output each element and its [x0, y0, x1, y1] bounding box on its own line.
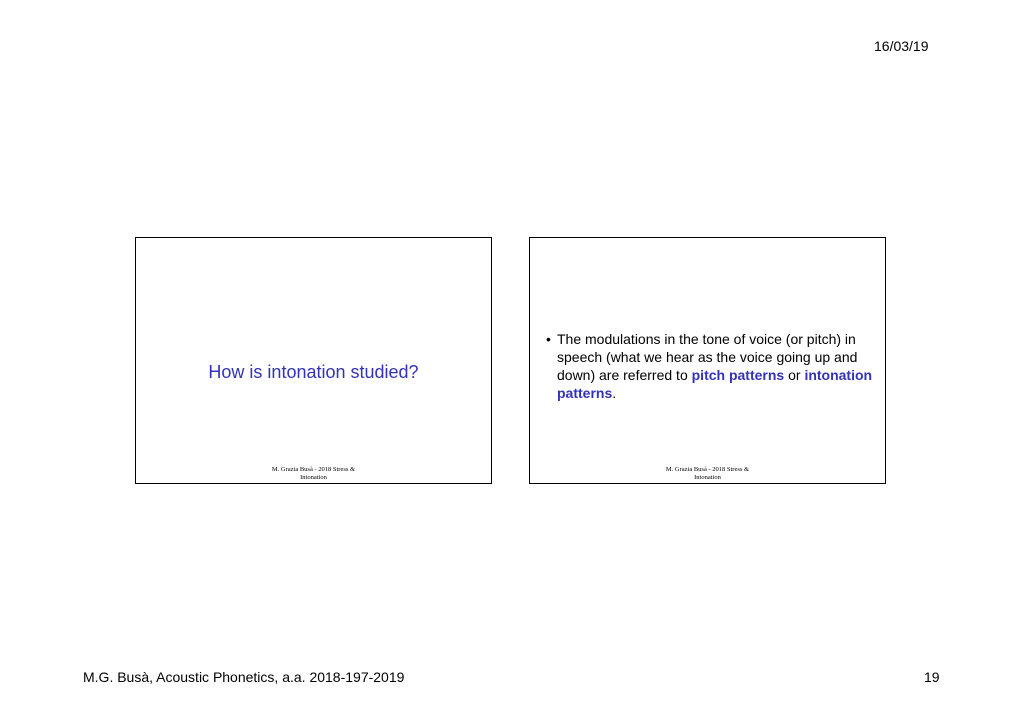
- slide-footer-line-2: Intonation: [300, 474, 327, 481]
- highlight-intonation-patterns: intonation patterns: [557, 367, 873, 401]
- bullet-marker: •: [546, 331, 551, 347]
- page-number: 19: [924, 669, 940, 685]
- slide-title: How is intonation studied?: [208, 362, 419, 382]
- slide-thumbnail-bullet: [529, 237, 886, 484]
- slide-thumbnail-title: [135, 237, 492, 484]
- bullet-item: [546, 330, 876, 402]
- document-footer-citation: M.G. Busà, Acoustic Phonetics, a.a. 2018-197-2019: [83, 669, 405, 685]
- slide-footer-line-2: Intonation: [694, 474, 721, 481]
- slide-footer-line-1: M. Grazia Busà - 2018 Stress &: [665, 466, 750, 473]
- bullet-connector: or: [784, 367, 805, 383]
- bullet-end: .: [612, 385, 617, 401]
- slide-footer: [530, 466, 885, 482]
- bullet-text-body: The modulations in the tone of voice (or pitch) in speech (what we hear as the voice going up and down) are referred to: [557, 331, 858, 383]
- highlight-pitch-patterns: pitch patterns: [691, 367, 785, 383]
- slide-footer-line-1: M. Grazia Busà - 2018 Stress &: [271, 466, 356, 473]
- slide-footer: [136, 466, 491, 482]
- page-date: 16/03/19: [874, 38, 929, 54]
- bullet-text: [557, 330, 876, 402]
